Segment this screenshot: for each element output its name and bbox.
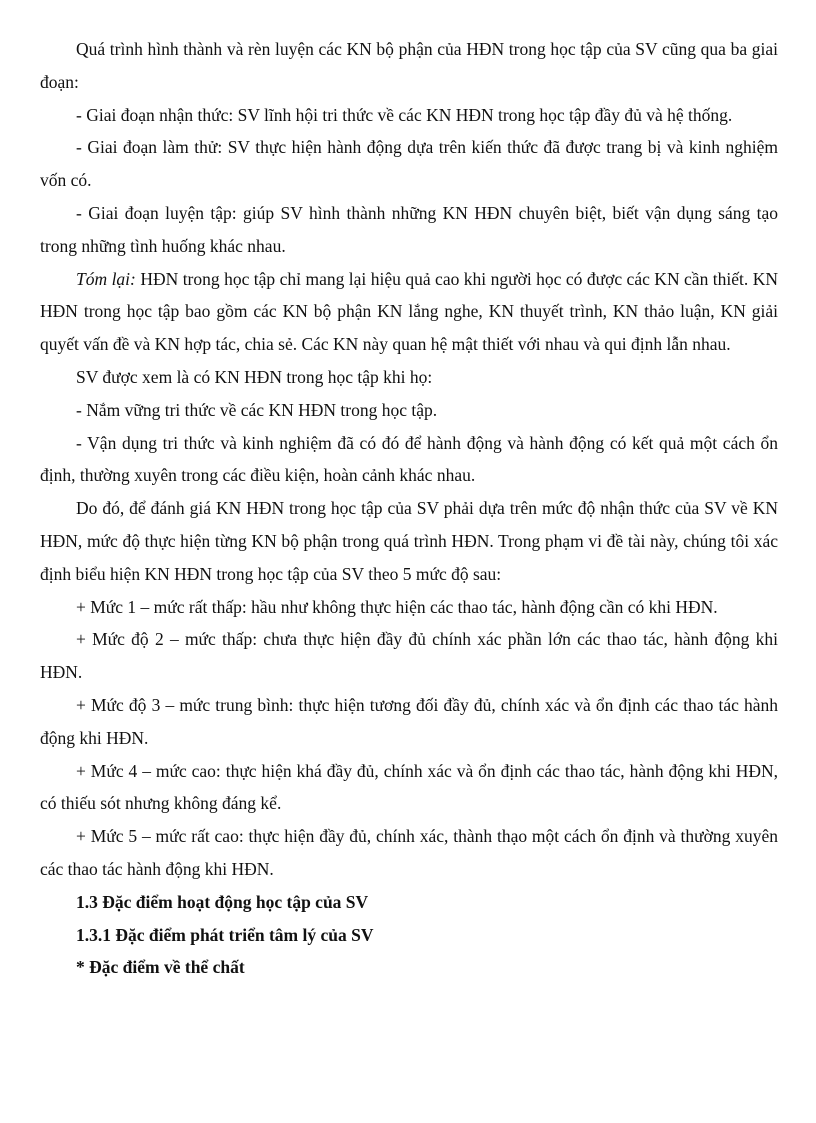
paragraph-level-3: + Mức độ 3 – mức trung bình: thực hiện tương đối đầy đủ, chính xác và ổn định các thao tác hành động khi HĐN. <box>40 694 778 748</box>
paragraph-level-4: + Mức 4 – mức cao: thực hiện khá đầy đủ, chính xác và ổn định các thao tác, hành động khi HĐN, có thiếu sót nhưng không đáng kể. <box>40 760 778 814</box>
paragraph-level-1: + Mức 1 – mức rất thấp: hầu như không thực hiện các thao tác, hành động cần có khi HĐN. <box>76 596 718 617</box>
summary-text: HĐN trong học tập chỉ mang lại hiệu quả cao khi người học có được các KN cần thiết. KN HĐN trong học tập bao gồm các KN bộ phận KN lắng nghe, KN thuyết trình, KN thảo luận, KN giải quyết vấn đề và KN hợp tác, chia sẻ. Các KN này quan hệ mật thiết với nhau và qui định lẫn nhau. <box>40 268 778 355</box>
paragraph-level-2: + Mức độ 2 – mức thấp: chưa thực hiện đầy đủ chính xác phần lớn các thao tác, hành động khi HĐN. <box>40 629 778 683</box>
paragraph-intro: Quá trình hình thành và rèn luyện các KN bộ phận của HĐN trong học tập của SV cũng qua ba giai đoạn: <box>40 39 778 92</box>
document-page <box>40 33 778 984</box>
paragraph-criteria-application: - Vận dụng tri thức và kinh nghiệm đã có đó để hành động và hành động có kết quả một cách ổn định, thường xuyên trong các điều kiện, hoàn cảnh khác nhau. <box>40 432 778 486</box>
paragraph-stage-awareness: - Giai đoạn nhận thức: SV lĩnh hội tri thức về các KN HĐN trong học tập đầy đủ và hệ thống. <box>76 104 733 125</box>
heading-physical-traits: * Đặc điểm về thể chất <box>76 957 245 978</box>
paragraph-stage-trial: - Giai đoạn làm thử: SV thực hiện hành động dựa trên kiến thức đã được trang bị và kinh nghiệm vốn có. <box>40 137 778 191</box>
paragraph-assessment: Do đó, để đánh giá KN HĐN trong học tập của SV phải dựa trên mức độ nhận thức của SV về KN HĐN, mức độ thực hiện từng KN bộ phận trong quá trình HĐN. Trong phạm vi đề tài này, chúng tôi xác định biểu hiện KN HĐN trong học tập của SV theo 5 mức độ sau: <box>40 498 778 584</box>
heading-1-3: 1.3 Đặc điểm hoạt động học tập của SV <box>76 891 369 912</box>
summary-lead: Tóm lại: <box>76 268 136 289</box>
paragraph-level-5: + Mức 5 – mức rất cao: thực hiện đầy đủ, chính xác, thành thạo một cách ổn định và thường xuyên các thao tác hành động khi HĐN. <box>40 826 778 879</box>
paragraph-criteria-intro: SV được xem là có KN HĐN trong học tập khi họ: <box>76 366 433 387</box>
paragraph-criteria-knowledge: - Nắm vững tri thức về các KN HĐN trong học tập. <box>76 399 438 420</box>
paragraph-summary <box>40 263 778 361</box>
paragraph-stage-practice: - Giai đoạn luyện tập: giúp SV hình thành những KN HĐN chuyên biệt, biết vận dụng sáng tạo trong những tình huống khác nhau. <box>40 202 778 256</box>
heading-1-3-1: 1.3.1 Đặc điểm phát triển tâm lý của SV <box>76 924 374 945</box>
